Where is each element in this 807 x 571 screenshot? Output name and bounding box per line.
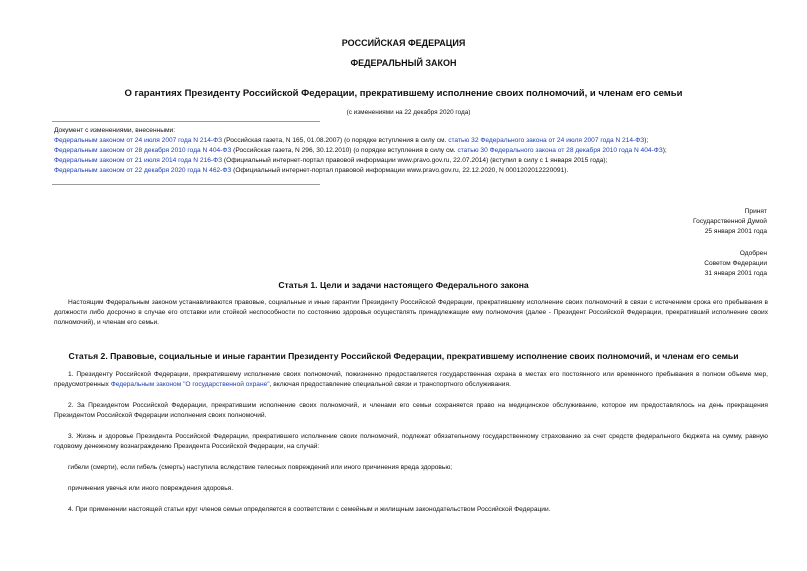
duma-adoption: Принят Государственной Думой 25 января 2001 года — [693, 208, 767, 235]
amendment-article-link[interactable]: статью 32 Федерального закона от 24 июля 2007 года N 214-ФЗ — [448, 137, 645, 144]
amendments-intro: Документ с изменениями, внесенными: — [54, 127, 176, 134]
article-2-title: Статья 2. Правовые, социальные и иные гарантии Президенту Российской Федерации, прекратившему исполнение своих полномочий, и членам его семьи — [68, 351, 739, 361]
amendment-item: Федеральным законом от 21 июля 2014 года N 216-ФЗ (Официальный интернет-портал правовой информации www.pravo.gov.ru, 22.07.2014) (вступил в силу с 1 января 2015 года); — [54, 157, 608, 164]
article-1-text: Настоящим Федеральным законом устанавливаются правовые, социальные и иные гарантии Президенту Российской Федерации, прекратившему исполнение своих полномочий в связи с истечением срока его пребывания в должности либо досрочно в случае его отставки или стойкой неспособности по состоянию здоровья осуществлять принадлежащие ему полномочия (далее - Президент Российской Федерации, прекративший исполнение своих полномочий), и членам его семьи. — [54, 299, 768, 326]
law-title: О гарантиях Президенту Российской Федерации, прекратившему исполнение своих полномочий, и членам его семьи — [124, 88, 683, 99]
article-2-paragraph-3: 3. Жизнь и здоровье Президента Российской Федерации, прекратившего исполнение своих полномочий, подлежат обязательному государственному страхованию за счет средств федерального бюджета на сумму, равную годовому денежному вознаграждению Президента Российской Федерации, на случай: — [54, 433, 768, 450]
council-approval: Одобрен Советом Федерации 31 января 2001 года — [704, 250, 767, 277]
article-2-paragraph-1: 1. Президенту Российской Федерации, прекратившему исполнение своих полномочий, пожизненно предоставляется государственная охрана в местах его постоянного или временного пребывания в полном объеме мер, предусмотренных Федеральным законом "О государственной охране", включая предоставление специальной связи и транспортного обслуживания. — [54, 371, 768, 388]
article-2-paragraph-3b: причинения увечья или иного повреждения здоровья. — [68, 485, 234, 492]
state-protection-law-link[interactable]: Федеральным законом "О государственной охране" — [110, 381, 270, 388]
amendment-link[interactable]: Федеральным законом от 28 декабря 2010 года N 404-ФЗ — [54, 147, 232, 154]
amendments-block — [54, 126, 774, 176]
amendment-link[interactable]: Федеральным законом от 22 декабря 2020 года N 462-ФЗ — [54, 167, 232, 174]
amendment-item: Федеральным законом от 22 декабря 2020 года N 462-ФЗ (Официальный интернет-портал правовой информации www.pravo.gov.ru, 22.12.2020, N 0001202012220091). — [54, 167, 569, 174]
amendment-item: Федеральным законом от 24 июля 2007 года N 214-ФЗ (Российская газета, N 165, 01.08.2007) (о порядке вступления в силу см. статью 32 Федерального закона от 24 июля 2007 года N 214-ФЗ); — [54, 137, 649, 144]
law-type-heading: ФЕДЕРАЛЬНЫЙ ЗАКОН — [350, 58, 457, 68]
country-heading: РОССИЙСКАЯ ФЕДЕРАЦИЯ — [341, 38, 466, 48]
amendment-article-link[interactable]: статью 30 Федерального закона от 28 декабря 2010 года N 404-ФЗ — [457, 147, 663, 154]
divider-top — [52, 121, 320, 122]
divider-bottom — [52, 184, 320, 185]
article-2-paragraph-4: 4. При применении настоящей статьи круг членов семьи определяется в соответствии с семейным и жилищным законодательством Российской Федерации. — [68, 506, 551, 513]
article-2-paragraph-3a: гибели (смерти), если гибель (смерть) наступила вследствие телесных повреждений или иного причинения вреда здоровью; — [68, 464, 453, 471]
article-1-title: Статья 1. Цели и задачи настоящего Федерального закона — [278, 280, 529, 290]
amendment-link[interactable]: Федеральным законом от 24 июля 2007 года N 214-ФЗ — [54, 137, 223, 144]
article-2-paragraph-2: 2. За Президентом Российской Федерации, прекратившим исполнение своих полномочий, и членами его семьи сохраняется право на медицинское обслуживание, которое им предоставлялось на день прекращения Президентом Российской Федерации исполнения своих полномочий. — [54, 402, 768, 419]
amendment-item: Федеральным законом от 28 декабря 2010 года N 404-ФЗ (Российская газета, N 296, 30.12.2010) (о порядке вступления в силу см. статью 30 Федерального закона от 28 декабря 2010 года N 404-ФЗ); — [54, 147, 667, 154]
amendment-link[interactable]: Федеральным законом от 21 июля 2014 года N 216-ФЗ — [54, 157, 223, 164]
edition-note: (с изменениями на 22 декабря 2020 года) — [346, 109, 471, 116]
